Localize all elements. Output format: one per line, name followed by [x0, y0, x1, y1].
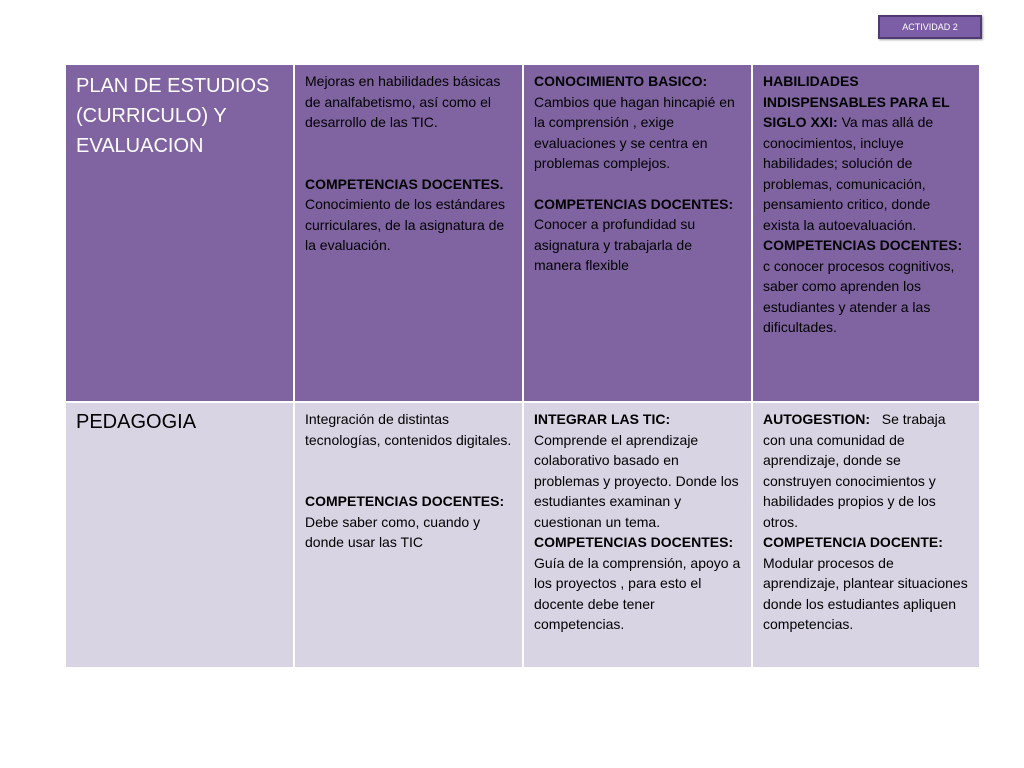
table-row-pedagogy	[65, 402, 980, 668]
competency-text: Conocer a profundidad su asignatura y trabajarla de manera flexible	[534, 216, 696, 273]
competency-text: Guía de la comprensión, apoyo a los proyectos , para esto el docente debe tener competencias.	[534, 554, 741, 632]
cell-text: Va mas allá de conocimientos, incluye habilidades; solución de problemas, comunicación, pensamiento critico, donde exista la autoevaluación.	[763, 114, 934, 233]
table-row-curriculum	[65, 64, 980, 402]
cell-label: HABILIDADES INDISPENSABLES PARA EL SIGLO XXI:	[763, 73, 950, 130]
cell-basic-skills	[294, 64, 523, 402]
cell-self-management	[752, 402, 980, 668]
competency-label: COMPETENCIAS DOCENTES.	[305, 175, 504, 192]
competency-text: Conocimiento de los estándares curriculares, de la asignatura de la evaluación.	[305, 196, 506, 253]
cell-basic-knowledge	[523, 64, 752, 402]
cell-paragraph	[763, 409, 970, 532]
curriculum-table	[64, 63, 981, 669]
competency-text: Modular procesos de aprendizaje, plantear situaciones donde los estudiantes apliquen competencias.	[763, 554, 968, 632]
competency-label: COMPETENCIAS DOCENTES:	[305, 493, 505, 509]
row-heading: PEDAGOGIA	[65, 402, 294, 668]
cell-tech-integration	[294, 402, 523, 668]
cell-text: Se trabaja con una comunidad de aprendizaje, donde se construyen conocimientos y habilidades propios y de los otros.	[763, 411, 950, 530]
cell-label: AUTOGESTION:	[763, 411, 871, 427]
cell-text: Integración de distintas tecnologías, contenidos digitales.	[305, 411, 512, 448]
row-heading: PLAN DE ESTUDIOS (CURRICULO) Y EVALUACION	[65, 64, 294, 402]
competency-label: COMPETENCIA DOCENTE:	[763, 534, 943, 550]
cell-text: Cambios que hagan hincapié en la comprensión , exige evaluaciones y se centra en problemas complejos.	[534, 93, 735, 171]
cell-text: Mejoras en habilidades básicas de analfabetismo, así como el desarrollo de las TIC.	[305, 73, 501, 130]
cell-label: INTEGRAR LAS TIC:	[534, 411, 671, 427]
cell-paragraph	[763, 71, 970, 235]
competency-label: COMPETENCIAS DOCENTES:	[534, 534, 734, 550]
cell-text: Comprende el aprendizaje colaborativo basado en problemas y proyecto. Donde los estudiantes examinan y cuestionan un tema.	[534, 431, 739, 530]
competency-label: COMPETENCIAS DOCENTES:	[763, 237, 963, 253]
competency-label: COMPETENCIAS DOCENTES:	[534, 195, 734, 212]
activity-tag: ACTIVIDAD 2	[878, 15, 982, 39]
competency-text: Debe saber como, cuando y donde usar las TIC	[305, 513, 481, 550]
cell-integrate-tic	[523, 402, 752, 668]
cell-21st-century-skills	[752, 64, 980, 402]
cell-label: CONOCIMIENTO BASICO:	[534, 73, 708, 89]
competency-text: c conocer procesos cognitivos, saber como aprenden los estudiantes y atender a las dificultades.	[763, 257, 955, 335]
